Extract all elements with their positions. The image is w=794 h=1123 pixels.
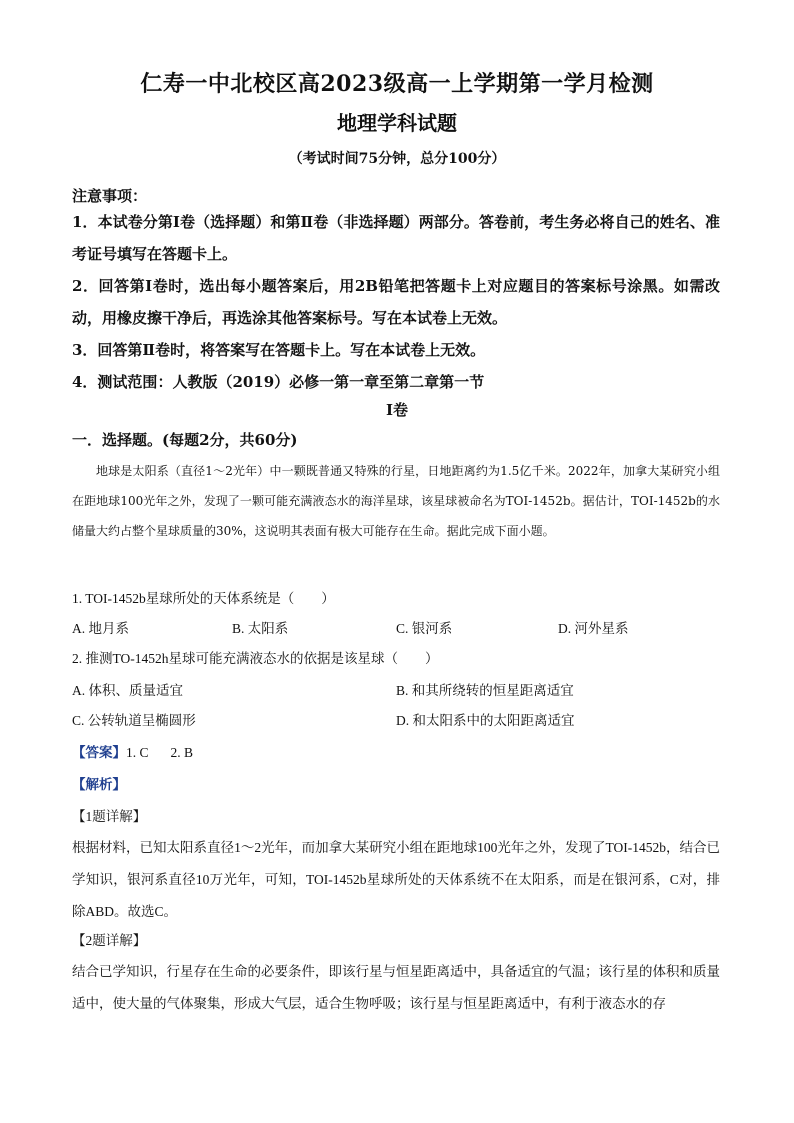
question-1-options (72, 616, 720, 642)
question-1-stem: 1. TOI-1452b星球所处的天体系统是（ ） (72, 591, 335, 606)
question-2-stem: 2. 推测TO-1452h星球可能充满液态水的依据是该星球（ ） (72, 651, 439, 666)
detail-1-text: 根据材料，已知太阳系直径1～2光年，而加拿大某研究小组在距地球100光年之外，发现了TOI-1452b，结合已学知识，银河系直径10万光年，可知，TOI-1452b星球所处的天体系统不在太阳系，而是在银河系，C对，排除ABD。故选C。 (72, 840, 720, 919)
part-heading: 一．选择题。(每题2分，共60分) (72, 431, 298, 449)
page-title: 仁寿一中北校区高2023级高一上学期第一学月检测 (140, 71, 654, 97)
detail-2-heading: 【2题详解】 (72, 933, 147, 948)
detail-1-heading: 【1题详解】 (72, 809, 147, 824)
section-mark: Ⅰ卷 (385, 401, 409, 419)
answer-item: 1. C (126, 745, 149, 760)
option-b: B. 和其所绕转的恒星距离适宜 (396, 683, 574, 698)
answer-label: 【答案】 (72, 745, 126, 760)
option-a: A. 地月系 (72, 621, 129, 636)
option-b: B. 太阳系 (232, 621, 289, 636)
detail-2-text: 结合已学知识，行星存在生命的必要条件，即该行星与恒星距离适中，具备适宜的气温；该行星的体积和质量适中，使大量的气体聚集，形成大气层，适合生物呼吸；该行星与恒星距离适中，有利于液态水的存 (72, 964, 720, 1011)
question-2-options-row-2 (72, 708, 720, 734)
answer-item: 2. B (170, 745, 194, 760)
reading-passage: 地球是太阳系（直径1～2光年）中一颗既普通又特殊的行星，日地距离约为1.5亿千米。2022年，加拿大某研究小组在距地球100光年之外，发现了一颗可能充满液态水的海洋星球，该星球被命名为TOI-1452b。据估计，TOI-1452b的水储量大约占整个星球质量的30%，这说明其表面有极大可能存在生命。据此完成下面小题。 (72, 464, 720, 538)
option-d: D. 河外星系 (558, 621, 629, 636)
option-d: D. 和太阳系中的太阳距离适宜 (396, 713, 575, 728)
notice-item: 4．测试范围：人教版（2019）必修一第一章至第二章第一节 (72, 373, 485, 391)
subject-title: 地理学科试题 (337, 111, 457, 135)
notice-list (72, 206, 720, 398)
notice-heading: 注意事项： (72, 187, 148, 205)
analysis-tag: 【解析】 (72, 777, 126, 792)
option-c: C. 银河系 (396, 621, 453, 636)
option-a: A. 体积、质量适宜 (72, 683, 183, 698)
question-2-options-row-1 (72, 678, 720, 704)
analysis-label (72, 772, 126, 798)
option-c: C. 公转轨道呈椭圆形 (72, 713, 196, 728)
exam-info: （考试时间75分钟，总分100分） (288, 151, 506, 167)
notice-item: 2．回答第Ⅰ卷时，选出每小题答案后，用2B铅笔把答题卡上对应题目的答案标号涂黑。如需改动，用橡皮擦干净后，再选涂其他答案标号。写在本试卷上无效。 (72, 277, 720, 327)
notice-item: 3．回答第Ⅱ卷时，将答案写在答题卡上。写在本试卷上无效。 (72, 341, 486, 359)
notice-item: 1．本试卷分第Ⅰ卷（选择题）和第Ⅱ卷（非选择题）两部分。答卷前，考生务必将自己的姓名、准考证号填写在答题卡上。 (72, 213, 720, 263)
answer-line (72, 740, 215, 766)
